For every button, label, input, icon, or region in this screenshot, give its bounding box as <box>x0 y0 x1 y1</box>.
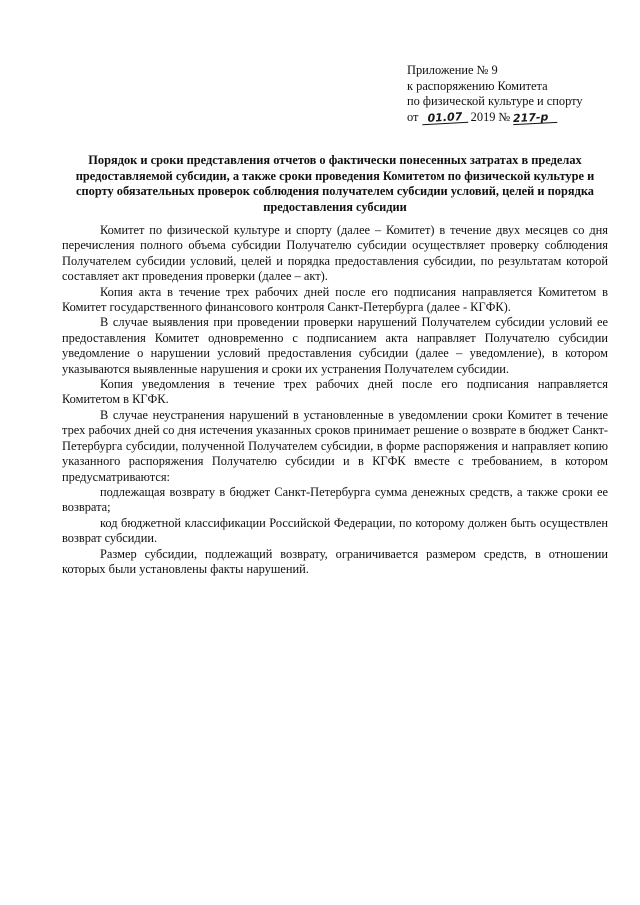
paragraph: Комитет по физической культуре и спорту (далее – Комитет) в течение двух месяцев со дня перечисления полного объема субсидии Получателю субсидии осуществляет проверку соблюдения Получателем субсидии условий, целей и порядка предоставления субсидии, по результатам которой составляет акт проведения проверки (далее – акт). <box>62 223 608 284</box>
paragraph: подлежащая возврату в бюджет Санкт-Петербурга сумма денежных средств, а также сроки ее возврата; <box>62 484 608 515</box>
paragraph: В случае неустранения нарушений в установленные в уведомлении сроки Комитет в течение трех рабочих дней со дня истечения указанных сроков принимает решение о возврате в бюджет Санкт-Петербурга субсидии, полученной Получателем субсидии, в форме распоряжения и направляет копию указанного распоряжения Получателю субсидии и в КГФК вместе с требованием, в котором предусматриваются: <box>62 407 608 484</box>
paragraph: Размер субсидии, подлежащий возврату, ограничивается размером средств, в отношении которых были установлены факты нарушений. <box>62 546 608 576</box>
paragraph: Копия уведомления в течение трех рабочих дней после его подписания направляется Комитетом в КГФК. <box>62 377 608 407</box>
handwritten-date: 01.07 <box>421 111 468 125</box>
appendix-header <box>407 63 622 125</box>
paragraph: Копия акта в течение трех рабочих дней после его подписания направляется Комитетом в Комитет государственного финансового контроля Санкт-Петербурга (далее - КГФК). <box>62 284 608 315</box>
appendix-committee: по физической культуре и спорту <box>407 94 583 109</box>
document-title: Порядок и сроки представления отчетов о фактически понесенных затратах в пределах предоставляемой субсидии, а также сроки проведения Комитетом по физической культуре и спорту обязательных проверок соблюдения получателем субсидии условий, целей и порядка предоставления субсидии <box>75 153 595 214</box>
document-body <box>62 223 608 577</box>
appendix-number: Приложение № 9 <box>407 63 498 77</box>
date-prefix: от <box>407 109 419 124</box>
appendix-date-line <box>407 110 622 126</box>
paragraph: код бюджетной классификации Российской Федерации, по которому должен быть осуществлен возврат субсидии. <box>62 515 608 546</box>
paragraph: В случае выявления при проведении проверки нарушений Получателем субсидии условий ее предоставления Комитет одновременно с подписанием акта направляет Получателю субсидии уведомление о нарушении условий предоставления субсидии (далее – уведомление), в котором указываются выявленные нарушения и сроки их устранения Получателем субсидии. <box>62 315 608 376</box>
appendix-order-ref: к распоряжению Комитета <box>407 78 548 93</box>
year-text: 2019 № <box>470 109 511 124</box>
handwritten-order-number: 217-р <box>513 111 558 125</box>
